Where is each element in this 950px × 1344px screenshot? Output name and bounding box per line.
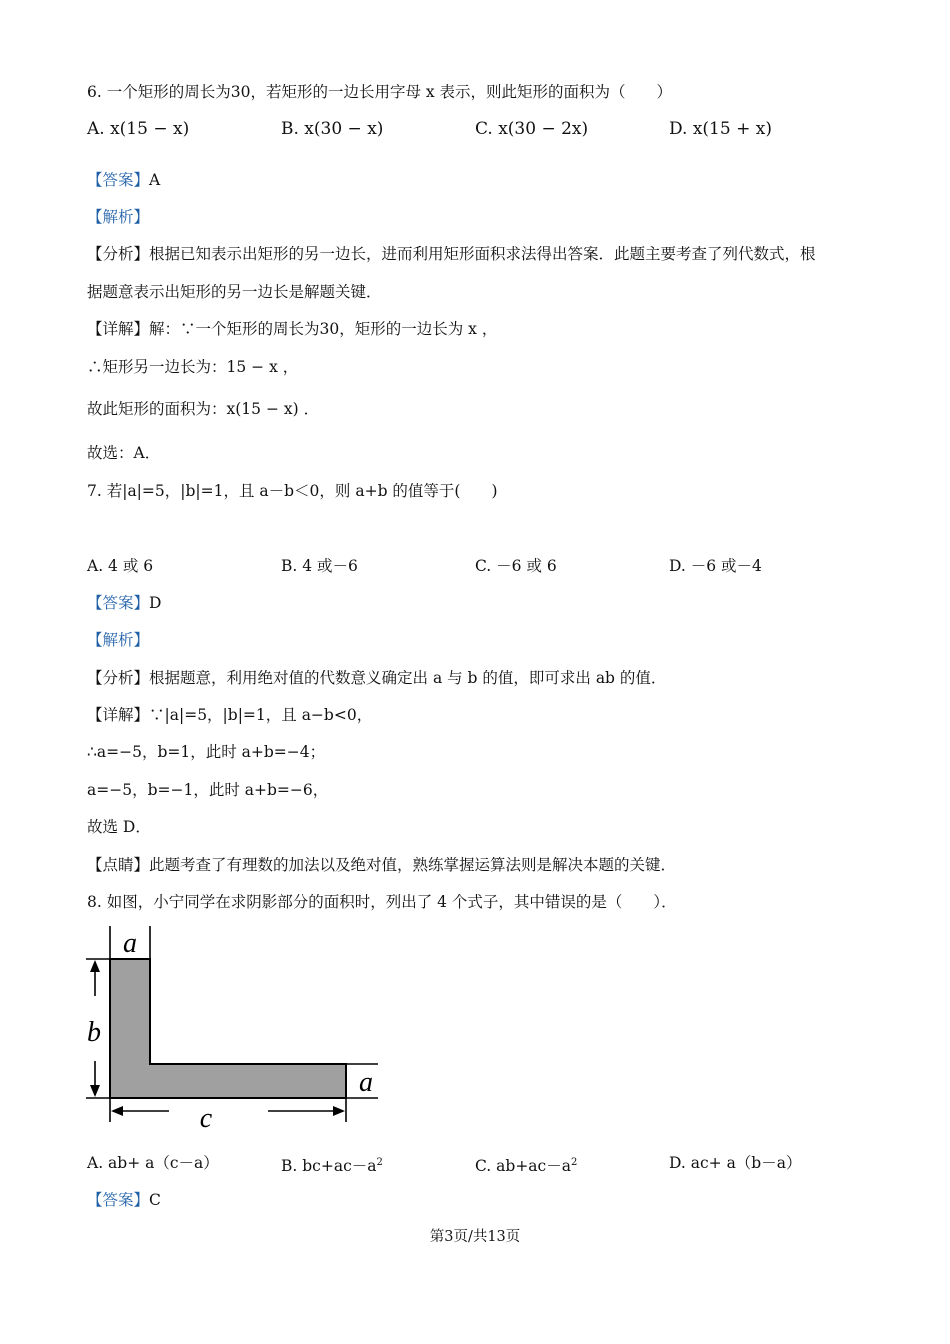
- q7-fenxi-line: [87, 668, 666, 688]
- label-b: b: [87, 1017, 101, 1048]
- q6-step-2: 故此矩形的面积为：x(15 − x) ．: [87, 400, 320, 418]
- q8-option-b: [281, 1153, 383, 1176]
- q6-option-c: C. x(30 − 2x): [475, 119, 589, 139]
- option-text: B. bc+ac－a: [281, 1157, 377, 1176]
- q6-answer-line: [87, 170, 160, 190]
- fenxi-tag: 【分析】: [87, 669, 150, 687]
- q7-option-c: C. －6 或 6: [475, 557, 557, 575]
- q7-analysis-tag: 【解析】: [87, 631, 150, 649]
- answer-tag: 【答案】: [87, 1191, 150, 1209]
- answer-tag: 【答案】: [87, 171, 150, 189]
- q6-fenxi-line-1: [87, 244, 816, 264]
- c-arrow-right-head: [333, 1106, 345, 1116]
- q7-step-2: a=−5，b=−1，此时 a+b=−6，: [87, 781, 329, 799]
- xiangjie-tag: 【详解】: [87, 706, 150, 724]
- q6-xiangjie-line: [87, 319, 497, 339]
- page-footer: 第3页/共13页: [429, 1229, 521, 1245]
- q6-question: 6. 一个矩形的周长为30，若矩形的一边长用字母 x 表示，则此矩形的面积为（ ）: [87, 83, 673, 101]
- dianjing-text: 此题考查了有理数的加法以及绝对值，熟练掌握运算法则是解决本题的关键．: [149, 856, 677, 874]
- shaded-region: [110, 959, 346, 1098]
- answer-tag: 【答案】: [87, 594, 150, 612]
- option-text: C. ab+ac－a: [475, 1157, 571, 1176]
- q7-option-b: B. 4 或－6: [281, 557, 358, 575]
- q7-option-d: D. －6 或－4: [669, 557, 762, 575]
- label-a-right: a: [359, 1067, 373, 1098]
- q8-question: 8. 如图，小宁同学在求阴影部分的面积时，列出了 4 个式子，其中错误的是（ ）．: [87, 893, 677, 911]
- dianjing-tag: 【点睛】: [87, 856, 150, 874]
- b-arrow-up-head: [90, 960, 100, 972]
- q6-conclusion: 故选：A．: [87, 444, 161, 462]
- superscript: 2: [570, 1157, 578, 1168]
- q6-option-a: A. x(15 − x): [87, 119, 190, 139]
- b-arrow-down-head: [90, 1085, 100, 1097]
- q6-step-1: ∴矩形另一边长为：15 − x ，: [87, 358, 299, 376]
- q8-answer-line: [87, 1190, 161, 1210]
- q6-fenxi-line-2: 据题意表示出矩形的另一边长是解题关键．: [87, 283, 382, 301]
- fenxi-text: 根据已知表示出矩形的另一边长，进而利用矩形面积求法得出答案．此题主要考查了列代数式，根: [149, 245, 816, 263]
- c-arrow-left-head: [111, 1106, 123, 1116]
- xiangjie-text: 解：∵一个矩形的周长为30，矩形的一边长为 x ，: [149, 320, 498, 338]
- label-c: c: [199, 1103, 213, 1134]
- q7-question: 7. 若|a|=5，|b|=1，且 a－b＜0，则 a+b 的值等于( ): [87, 482, 498, 500]
- q8-option-d: D. ac+ a（b－a）: [669, 1154, 802, 1172]
- q8-l-shape-figure: [84, 926, 384, 1136]
- q6-analysis-tag: 【解析】: [87, 208, 150, 226]
- q7-conclusion: 故选 D．: [87, 818, 151, 836]
- answer-value: C: [149, 1191, 161, 1209]
- answer-value: A: [149, 171, 161, 189]
- q7-xiangjie-line: [87, 705, 372, 725]
- label-a-top: a: [123, 928, 137, 959]
- q7-dianjing-line: [87, 855, 676, 875]
- q6-option-d: D. x(15 + x): [669, 119, 772, 139]
- q8-option-c: [475, 1153, 577, 1176]
- fenxi-tag: 【分析】: [87, 245, 150, 263]
- q7-option-a: A. 4 或 6: [87, 557, 154, 575]
- xiangjie-tag: 【详解】: [87, 320, 150, 338]
- xiangjie-text: ∵|a|=5，|b|=1，且 a−b<0，: [149, 706, 373, 724]
- q8-option-a: A. ab+ a（c－a）: [87, 1154, 219, 1172]
- superscript: 2: [376, 1157, 383, 1168]
- q6-option-b: B. x(30 − x): [281, 119, 384, 139]
- answer-value: D: [149, 594, 162, 612]
- fenxi-text: 根据题意，利用绝对值的代数意义确定出 a 与 b 的值，即可求出 ab 的值．: [149, 669, 667, 687]
- q7-step-1: ∴a=−5，b=1，此时 a+b=−4；: [87, 743, 326, 761]
- q7-answer-line: [87, 593, 161, 613]
